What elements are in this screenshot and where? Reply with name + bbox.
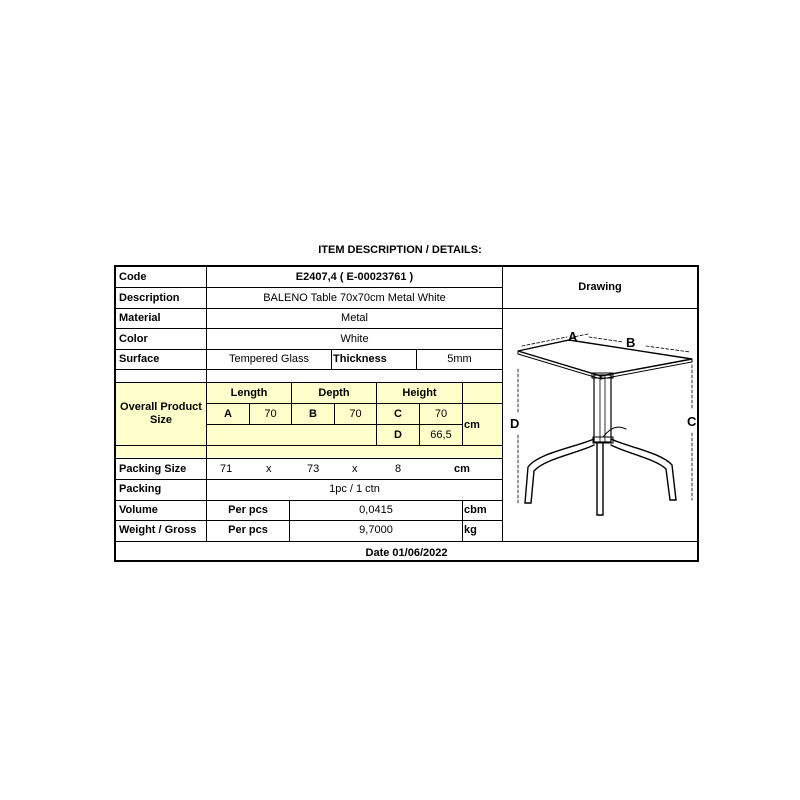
volume-value: 0,0415 xyxy=(359,504,393,516)
sheet-title: ITEM DESCRIPTION / DETAILS: xyxy=(318,244,482,256)
description-value: BALENO Table 70x70cm Metal White xyxy=(263,292,446,304)
packing-length: 71 xyxy=(220,463,233,475)
color-value: White xyxy=(340,333,369,345)
depth-letter: B xyxy=(309,408,317,420)
size-unit: cm xyxy=(464,419,480,431)
weight-unit: kg xyxy=(464,524,477,536)
packing-value: 1pc / 1 ctn xyxy=(329,483,380,495)
packing-x1: x xyxy=(266,463,272,475)
size-label-line2: Size xyxy=(149,414,172,426)
code-value: E2407,4 ( E-00023761 ) xyxy=(295,271,414,283)
length-letter: A xyxy=(224,408,232,420)
dim-a-label: A xyxy=(568,329,578,344)
surface-value: Tempered Glass xyxy=(228,353,310,365)
table-diagram-icon xyxy=(116,267,697,560)
packing-width: 73 xyxy=(307,463,320,475)
packing-size-label: Packing Size xyxy=(119,463,187,475)
weight-label: Weight / Gross xyxy=(119,524,197,536)
surface-label: Surface xyxy=(119,353,160,365)
depth-label: Depth xyxy=(318,387,350,399)
color-label: Color xyxy=(119,333,148,345)
dim-c-label: C xyxy=(687,414,697,429)
material-value: Metal xyxy=(341,312,368,324)
date-footer: Date 01/06/2022 xyxy=(365,547,448,559)
size-label-line1: Overall Product xyxy=(120,401,202,413)
thickness-label: Thickness xyxy=(333,353,387,365)
weight-value: 9,7000 xyxy=(359,524,393,536)
details-table xyxy=(114,265,699,562)
length-label: Length xyxy=(230,387,268,399)
height-letter: C xyxy=(394,408,402,420)
packing-size-unit: cm xyxy=(454,463,470,475)
volume-unit: cbm xyxy=(464,504,487,516)
thickness-value: 5mm xyxy=(447,353,472,365)
dim-b-label: B xyxy=(626,335,636,350)
depth-value: 70 xyxy=(349,408,362,420)
packing-x2: x xyxy=(352,463,358,475)
seat-letter: D xyxy=(394,429,402,441)
length-value: 70 xyxy=(264,408,277,420)
code-label: Code xyxy=(119,271,147,283)
volume-label: Volume xyxy=(119,504,158,516)
height-label: Height xyxy=(402,387,437,399)
packing-label: Packing xyxy=(119,483,162,495)
height-value: 70 xyxy=(434,408,448,420)
description-label: Description xyxy=(119,292,180,304)
weight-per: Per pcs xyxy=(228,524,268,536)
material-label: Material xyxy=(119,312,161,324)
packing-height: 8 xyxy=(395,463,402,475)
drawing-title: Drawing xyxy=(578,281,622,293)
dim-d-label: D xyxy=(510,416,520,431)
seat-value: 66,5 xyxy=(430,429,452,441)
volume-per: Per pcs xyxy=(228,504,268,516)
